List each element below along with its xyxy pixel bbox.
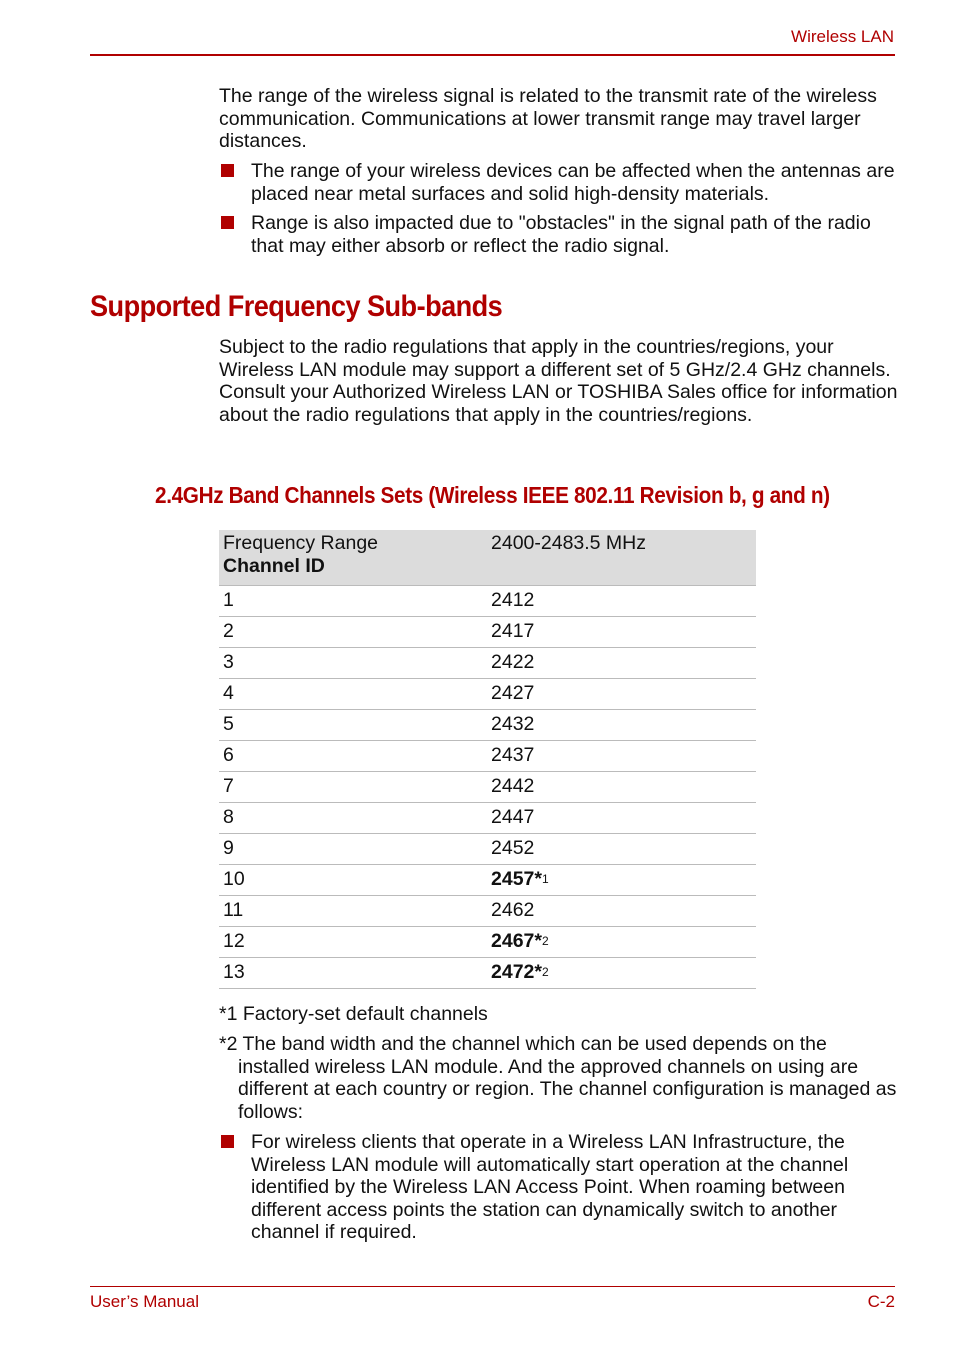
table-row [219, 865, 756, 896]
final-bullet [219, 1131, 899, 1244]
footer-rule [90, 1286, 895, 1287]
intro-bullet-1 [219, 160, 899, 205]
frequency-cell [487, 958, 756, 989]
frequency-cell: 2412 [487, 586, 756, 617]
footnote-1: *1 Factory-set default channels [219, 1003, 488, 1025]
table-row [219, 741, 756, 772]
table-header-label-cell [219, 530, 487, 586]
channel-cell: 7 [219, 772, 487, 803]
channel-cell: 8 [219, 803, 487, 834]
bullet-text: Range is also impacted due to "obstacles" in the signal path of the radio that may either absorb or reflect the radio signal. [251, 212, 871, 257]
channel-cell: 12 [219, 927, 487, 958]
table-row [219, 586, 756, 617]
frequency-cell: 2442 [487, 772, 756, 803]
channel-cell: 3 [219, 648, 487, 679]
page-number: C-2 [867, 1292, 895, 1311]
channel-cell: 9 [219, 834, 487, 865]
bullet-text: The range of your wireless devices can be affected when the antennas are placed near metal surfaces and solid high-density materials. [251, 160, 895, 205]
frequency-cell: 2427 [487, 679, 756, 710]
footnote-ref: 2 [541, 934, 549, 948]
frequency-cell [487, 927, 756, 958]
footnote-2: *2 The band width and the channel which can be used depends on the installed wireless LAN module. And the approved channels on using are different at each country or region. The channel configuration is managed as follows: [219, 1033, 897, 1123]
frequency-cell: 2422 [487, 648, 756, 679]
frequency-cell: 2447 [487, 803, 756, 834]
header-rule [90, 54, 895, 56]
channel-cell: 11 [219, 896, 487, 927]
table-row [219, 958, 756, 989]
channel-cell: 5 [219, 710, 487, 741]
table-row [219, 803, 756, 834]
table-row [219, 927, 756, 958]
table-row [219, 617, 756, 648]
table-row [219, 896, 756, 927]
running-header-title: Wireless LAN [791, 27, 894, 46]
frequency-range-value: 2400-2483.5 MHz [487, 530, 756, 586]
intro-bullet-2 [219, 212, 899, 257]
table-row [219, 648, 756, 679]
channel-cell: 6 [219, 741, 487, 772]
table-row [219, 834, 756, 865]
frequency-cell: 2417 [487, 617, 756, 648]
section-paragraph: Subject to the radio regulations that apply in the countries/regions, your Wireless LAN module may support a different set of 5 GHz/2.4 GHz channels. Consult your Authorized Wireless LAN or TOSHIBA Sales office for information about the radio regulations that apply in the countries/regions. [219, 336, 898, 426]
channel-cell: 2 [219, 617, 487, 648]
channel-id-label: Channel ID [223, 554, 325, 577]
frequency-cell: 2452 [487, 834, 756, 865]
frequency-cell: 2437 [487, 741, 756, 772]
channel-table [219, 530, 756, 989]
intro-paragraph: The range of the wireless signal is related to the transmit rate of the wireless communication. Communications at lower transmit range may travel larger distances. [219, 85, 877, 153]
channel-cell: 1 [219, 586, 487, 617]
frequency-cell: 2432 [487, 710, 756, 741]
square-bullet-icon [221, 216, 234, 229]
subsection-heading: 2.4GHz Band Channels Sets (Wireless IEEE 802.11 Revision b, g and n) [155, 482, 830, 508]
frequency-cell [487, 865, 756, 896]
channel-cell: 13 [219, 958, 487, 989]
footer-manual-title: User’s Manual [90, 1292, 199, 1311]
footnote-ref: 1 [541, 872, 549, 886]
footnote-ref: 2 [541, 965, 549, 979]
channel-cell: 10 [219, 865, 487, 896]
frequency-value: 2457* [491, 868, 542, 890]
table-row [219, 772, 756, 803]
bullet-text: For wireless clients that operate in a Wireless LAN Infrastructure, the Wireless LAN module will automatically start operation at the channel identified by the Wireless LAN Access Point. When roaming between different access points the station can dynamically switch to another channel if required. [251, 1131, 849, 1244]
frequency-range-label: Frequency Range [223, 532, 379, 554]
table-row [219, 710, 756, 741]
table-header-row [219, 530, 756, 586]
frequency-cell: 2462 [487, 896, 756, 927]
channel-cell: 4 [219, 679, 487, 710]
square-bullet-icon [221, 1135, 234, 1148]
frequency-value: 2472* [491, 961, 542, 983]
frequency-value: 2467* [491, 930, 542, 952]
section-heading: Supported Frequency Sub-bands [90, 290, 503, 323]
square-bullet-icon [221, 164, 234, 177]
table-row [219, 679, 756, 710]
